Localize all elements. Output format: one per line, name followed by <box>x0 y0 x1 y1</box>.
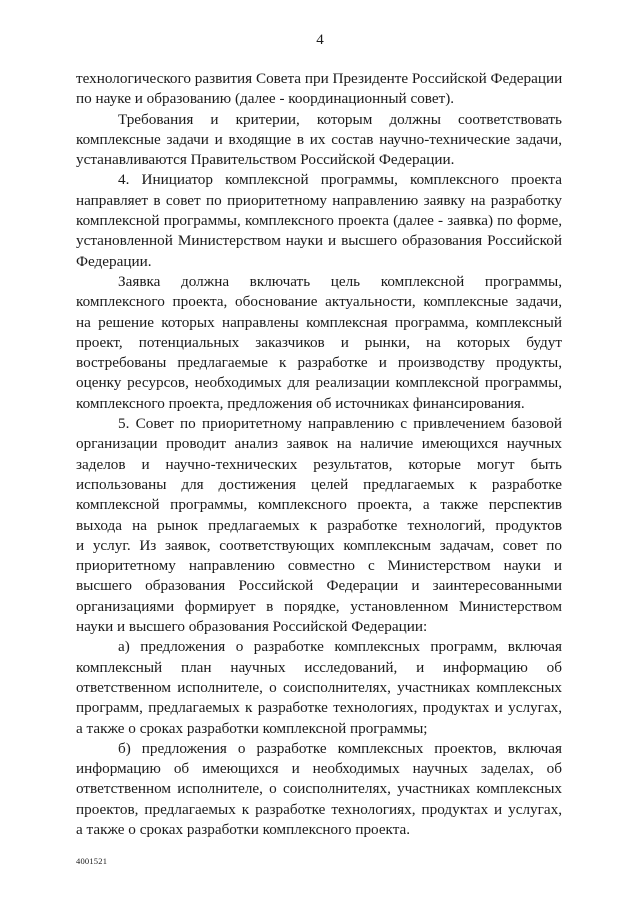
text-line: на решение которых направлены комплексная программа, комплексный <box>76 313 562 331</box>
text-line: проект, потенциальных заказчиков и рынки, на которых будут <box>76 333 562 351</box>
text-line: комплексные задачи и входящие в их состав научно-технические задачи, <box>76 130 562 148</box>
text-line: выхода на рынок предлагаемых к разработке технологий, продуктов <box>76 516 562 534</box>
text-line: б) предложения о разработке комплексных проектов, включая <box>118 739 562 757</box>
text-line: заделов и научно-технических результатов, которые могут быть <box>76 455 562 473</box>
text-line: Федерации. <box>76 252 152 270</box>
text-line: проектов, предлагаемых к разработке технологиях, продуктах и услугах, <box>76 800 562 818</box>
paragraph <box>76 414 562 637</box>
text-line: комплексной программы, комплексного проекта, а также перспектив <box>76 496 562 514</box>
text-line: оценку ресурсов, необходимых для реализации комплексной программы, <box>76 374 562 392</box>
text-line: Заявка должна включать цель комплексной программы, <box>118 272 562 290</box>
text-line: комплексного проекта, предложения об источниках финансирования. <box>76 394 525 412</box>
text-line: а также о сроках разработки комплексной программы; <box>76 719 428 737</box>
text-line: востребованы предлагаемые к разработке и производству продукты, <box>76 354 562 372</box>
text-line: информацию об имеющихся и необходимых научных заделах, об <box>76 760 562 778</box>
text-line: установленной Министерством науки и высшего образования Российской <box>76 232 562 250</box>
text-line: направляет в совет по приоритетному направлению заявку на разработку <box>76 191 562 209</box>
document-code: 4001521 <box>76 856 108 866</box>
paragraph <box>76 69 562 110</box>
text-line: и услуг. Из заявок, соответствующих комплексным задачам, совет по <box>76 536 562 554</box>
text-line: комплексной программы, комплексного проекта (далее - заявка) по форме, <box>76 212 562 230</box>
text-line: высшего образования Российской Федерации и заинтересованными <box>76 577 562 595</box>
text-line: ответственном исполнителе, о соисполнителях, участниках комплексных <box>76 780 562 798</box>
document-body <box>76 69 562 840</box>
text-line: 5. Совет по приоритетному направлению с привлечением базовой <box>118 415 562 433</box>
text-line: технологического развития Совета при Президенте Российской Федерации <box>76 70 563 87</box>
text-line: программ, предлагаемых к разработке технологиях, продуктах и услугах, <box>76 699 562 717</box>
text-line: использованы для достижения целей предлагаемых к разработке <box>76 475 562 493</box>
text-line: а также о сроках разработки комплексного проекта. <box>76 820 411 838</box>
paragraph <box>76 739 562 840</box>
text-line: науки и высшего образования Российской Федерации: <box>76 618 428 636</box>
text-line: приоритетному направлению совместно с Министерством науки и <box>76 557 562 575</box>
paragraph <box>76 110 562 171</box>
text-line: устанавливаются Правительством Российской Федерации. <box>76 151 455 169</box>
text-line: организации проводит анализ заявок на наличие имеющихся научных <box>76 435 562 453</box>
text-line: организациями формирует в порядке, установленном Министерством <box>76 597 562 615</box>
paragraph <box>76 637 562 738</box>
text-line: комплексного проекта, обоснование актуальности, комплексные задачи, <box>76 293 562 311</box>
paragraph <box>76 272 562 414</box>
text-line: 4. Инициатор комплексной программы, комплексного проекта <box>118 171 562 189</box>
page-number: 4 <box>316 32 324 48</box>
text-line: а) предложения о разработке комплексных программ, включая <box>118 638 562 656</box>
text-line: по науке и образованию (далее - координационный совет). <box>76 90 455 108</box>
text-line: комплексный план научных исследований, и информацию об <box>76 658 562 676</box>
text-line: ответственном исполнителе, о соисполнителях, участниках комплексных <box>76 678 562 696</box>
paragraph <box>76 170 562 271</box>
text-line: Требования и критерии, которым должны соответствовать <box>118 110 562 128</box>
